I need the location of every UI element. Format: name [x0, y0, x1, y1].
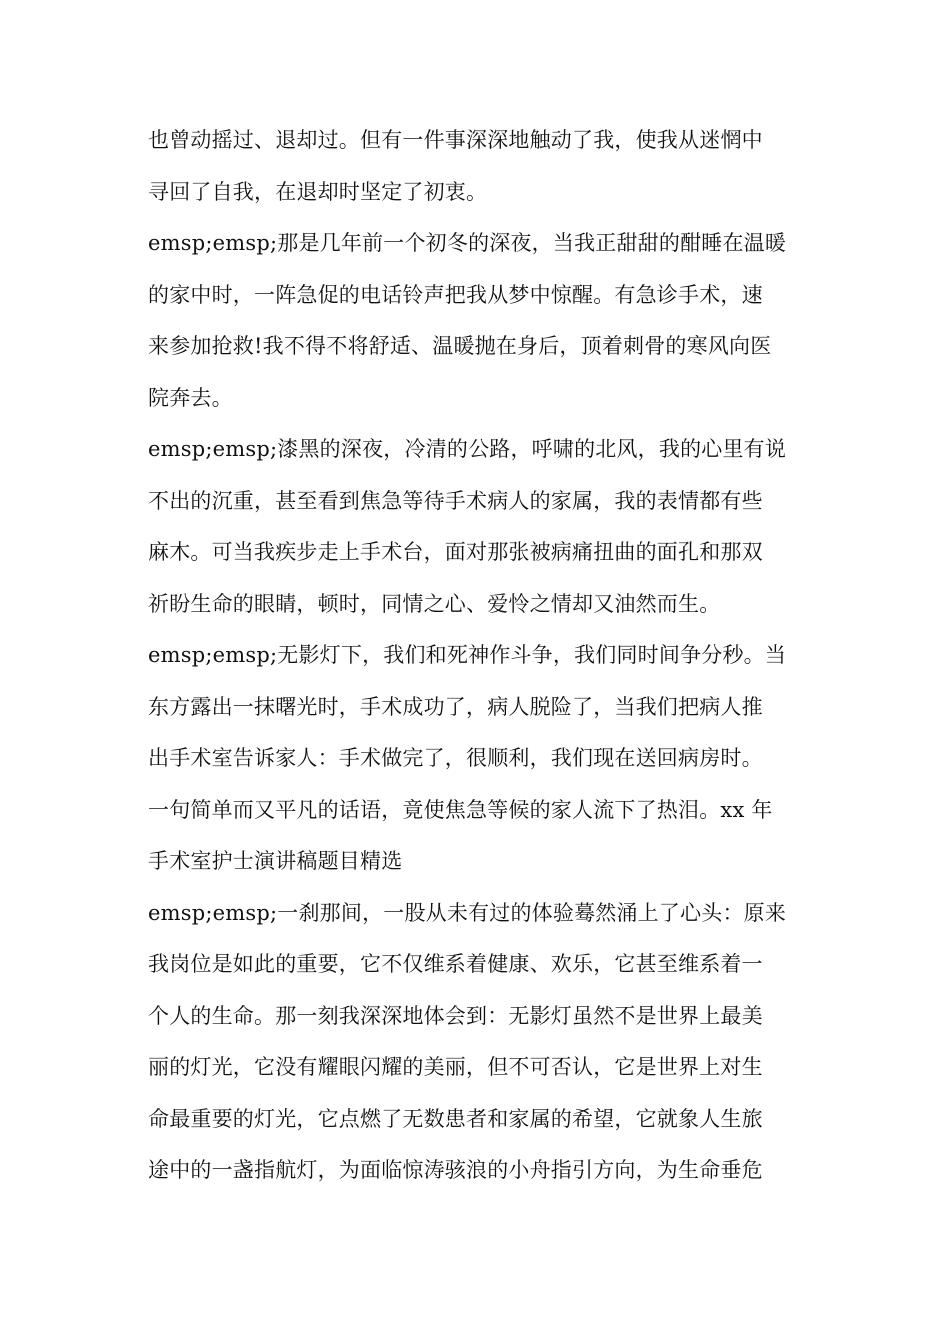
text-line: 途中的一盏指航灯，为面临惊涛骇浪的小舟指引方向，为生命垂危: [148, 1158, 763, 1182]
text-line: 院奔去。: [148, 385, 233, 410]
text-line: 出手术室告诉家人：手术做完了，很顺利，我们现在送回病房时。: [148, 746, 763, 770]
text-line: 丽的灯光，它没有耀眼闪耀的美丽，但不可否认，它是世界上对生: [148, 1055, 763, 1079]
body-text: [148, 115, 808, 1197]
text-line: emsp;emsp;漆黑的深夜，冷清的公路，呼啸的北风，我的心里有说: [148, 437, 787, 461]
text-line: 麻木。可当我疾步走上手术台，面对那张被病痛扭曲的面孔和那双: [148, 540, 763, 564]
text-line: 东方露出一抹曙光时，手术成功了，病人脱险了，当我们把病人推: [148, 694, 763, 719]
text-line: 我岗位是如此的重要，它不仅维系着健康、欢乐，它甚至维系着一: [148, 952, 763, 976]
text-line: 命最重要的灯光，它点燃了无数患者和家属的希望，它就象人生旅: [148, 1106, 763, 1131]
text-line: 寻回了自我，在退却时坚定了初衷。: [148, 179, 488, 204]
text-line: emsp;emsp;一刹那间，一股从未有过的体验蓦然涌上了心头：原来: [148, 900, 787, 925]
text-line: 手术室护士演讲稿题目精选: [148, 849, 403, 873]
text-line: 来参加抢救!我不得不将舒适、温暖抛在身后，顶着刺骨的寒风向医: [148, 334, 772, 358]
text-line: 不出的沉重，甚至看到焦急等待手术病人的家属，我的表情都有些: [148, 488, 763, 513]
text-line: 一句简单而又平凡的话语，竟使焦急等候的家人流下了热泪。xx 年: [148, 797, 773, 822]
text-line: emsp;emsp;那是几年前一个初冬的深夜，当我正甜甜的酣睡在温暖: [148, 231, 787, 255]
text-line: 个人的生命。那一刻我深深地体会到：无影灯虽然不是世界上最美: [148, 1003, 763, 1028]
text-line: 的家中时，一阵急促的电话铃声把我从梦中惊醒。有急诊手术，速: [148, 282, 763, 307]
text-line: 也曾动摇过、退却过。但有一件事深深地触动了我，使我从迷惘中: [148, 128, 763, 152]
text-line: emsp;emsp;无影灯下，我们和死神作斗争，我们同时间争分秒。当: [148, 643, 787, 667]
text-line: 祈盼生命的眼睛，顿时，同情之心、爱怜之情却又油然而生。: [148, 591, 721, 616]
